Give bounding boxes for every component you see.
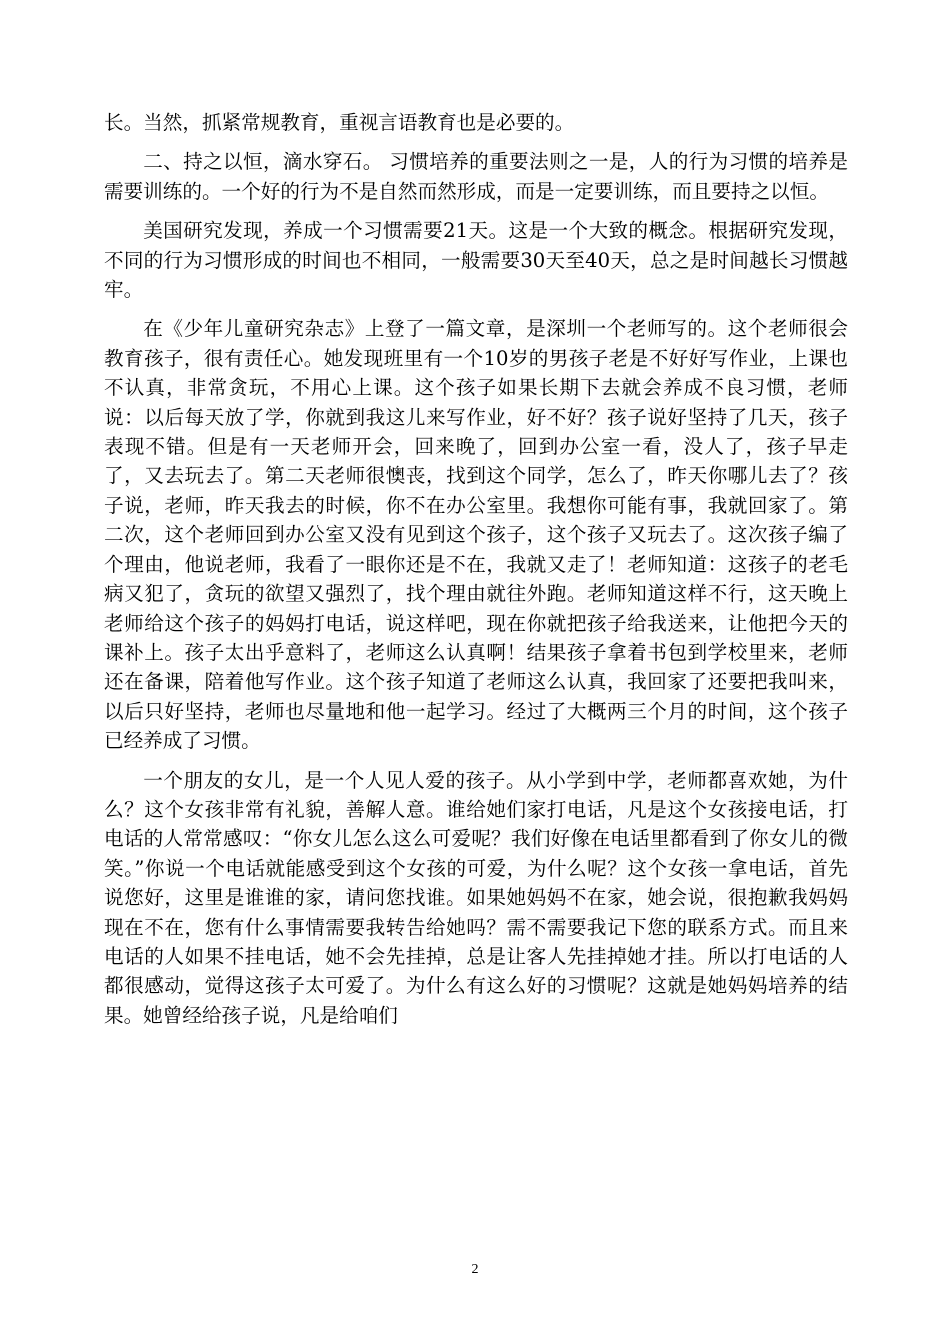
paragraph-habit-research: 美国研究发现，养成一个习惯需要21天。这是一个大致的概念。根据研究发现，不同的行为习惯形成的时间也不相同，一般需要30天至40天，总之是时间越长习惯越牢。 (104, 219, 848, 302)
document-body (104, 108, 848, 1040)
paragraph-teacher-story: 在《少年儿童研究杂志》上登了一篇文章，是深圳一个老师写的。这个老师很会教育孩子，很有责任心。她发现班里有一个10岁的男孩子老是不好好写作业，上课也不认真，非常贪玩，不用心上课。这个孩子如果长期下去就会养成不良习惯，老师说：以后每天放了学，你就到我这儿来写作业，好不好？孩子说好坚持了几天，孩子表现不错。但是有一天老师开会，回来晚了，回到办公室一看，没人了，孩子早走了，又去玩去了。第二天老师很懊丧，找到这个同学，怎么了，昨天你哪儿去了？孩子说，老师，昨天我去的时候，你不在办公室里。我想你可能有事，我就回家了。第二次，这个老师回到办公室又没有见到这个孩子，这个孩子又玩去了。这次孩子编了个理由，他说老师，我看了一眼你还是不在，我就又走了！老师知道：这孩子的老毛病又犯了，贪玩的欲望又强烈了，找个理由就往外跑。老师知道这样不行，这天晚上老师给这个孩子的妈妈打电话，说这样吧，现在你就把孩子给我送来，让他把今天的课补上。孩子太出乎意料了，老师这么认真啊！结果孩子拿着书包到学校里来，老师还在备课，陪着他写作业。这个孩子知道了老师这么认真，我回家了还要把我叫来，以后只好坚持，老师也尽量地和他一起学习。经过了大概两三个月的时间，这个孩子已经养成了习惯。 (104, 317, 848, 753)
paragraph-continuation: 长。当然，抓紧常规教育，重视言语教育也是必要的。 (104, 111, 575, 134)
page-number: 2 (471, 1262, 479, 1277)
paragraph-friend-daughter: 一个朋友的女儿，是一个人见人爱的孩子。从小学到中学，老师都喜欢她，为什么？这个女孩非常有礼貌，善解人意。谁给她们家打电话，凡是这个女孩接电话，打电话的人常常感叹：“你女儿怎么这么可爱呢？我们好像在电话里都看到了你女儿的微笑。”你说一个电话就能感受到这个女孩的可爱，为什么呢？这个女孩一拿电话，首先说您好，这里是谁谁的家，请问您找谁。如果她妈妈不在家，她会说，很抱歉我妈妈现在不在，您有什么事情需要我转告给她吗？需不需要我记下您的联系方式。而且来电话的人如果不挂电话，她不会先挂掉，总是让客人先挂掉她才挂。所以打电话的人都很感动，觉得这孩子太可爱了。为什么有这么好的习惯呢？这就是她妈妈培养的结果。她曾经给孩子说，凡是给咱们 (104, 768, 848, 1027)
paragraph-persistence-heading: 二、持之以恒，滴水穿石。 习惯培养的重要法则之一是，人的行为习惯的培养是需要训练的。一个好的行为不是自然而然形成，而是一定要训练，而且要持之以恒。 (104, 150, 848, 203)
